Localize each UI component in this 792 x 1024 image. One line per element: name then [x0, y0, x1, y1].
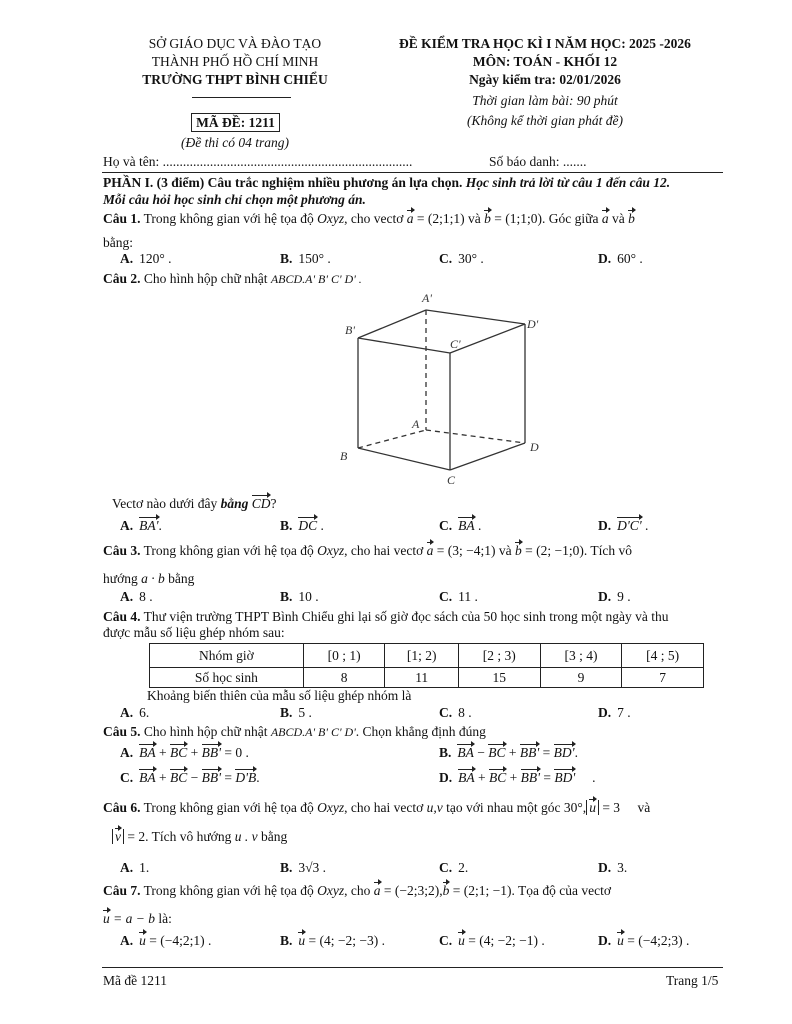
q6-option-c-letter: C. — [439, 860, 453, 875]
edge-BpAp — [358, 310, 426, 338]
q3-text5: hướng — [103, 571, 138, 586]
q2-shape: ABCD.A' B' C' D' . — [270, 272, 362, 286]
exam-title: ĐỀ KIỂM TRA HỌC KÌ I NĂM HỌC: 2025 -2026 — [399, 36, 691, 51]
q7-option-d[interactable] — [598, 933, 689, 949]
subject: MÔN: TOÁN - KHỐI 12 — [472, 54, 618, 69]
q1-option-b-letter: B. — [280, 251, 293, 266]
q7-option-c[interactable] — [439, 933, 545, 949]
q3-option-c-letter: C. — [439, 589, 453, 604]
q7-text — [103, 883, 611, 899]
label-A: A — [412, 417, 420, 431]
label-Ap: A' — [422, 291, 432, 305]
q3-option-d[interactable] — [598, 589, 631, 605]
q3-ab: a · b — [141, 571, 165, 586]
label-C: C — [447, 473, 456, 487]
q3-option-b[interactable] — [280, 589, 319, 605]
q6-option-c[interactable] — [439, 860, 468, 876]
q6-text4: và — [637, 800, 651, 815]
q5-a-t0: BA — [139, 745, 156, 760]
q5-c-rhs-vec: D'B — [235, 770, 257, 785]
q5-b-tail: . — [574, 745, 578, 760]
q5-shape: ABCD.A' B' C' D' — [270, 725, 356, 739]
q6-oxyz: Oxyz — [317, 800, 345, 815]
table-cell: [2 ; 3) — [458, 644, 540, 668]
q3-text1: Trong không gian với hệ tọa độ — [143, 543, 314, 558]
q3-option-a[interactable] — [120, 589, 153, 605]
q1-option-a-text: 120° . — [139, 251, 172, 266]
q1-option-d-letter: D. — [598, 251, 612, 266]
q6-option-d-text: 3. — [617, 860, 628, 875]
q1-option-a-letter: A. — [120, 251, 134, 266]
footer-code: Mã đề 1211 — [103, 973, 167, 988]
part1-title — [103, 175, 670, 191]
q7-option-c-letter: C. — [439, 933, 453, 948]
q5-option-d[interactable] — [439, 770, 596, 786]
q2-text1: Cho hình hộp chữ nhật — [143, 271, 268, 286]
q5-b-t3: + — [508, 745, 517, 760]
q4-option-b-text: 5 . — [298, 705, 312, 720]
q5-text1: Cho hình hộp chữ nhật — [143, 724, 268, 739]
q7-option-a[interactable] — [120, 933, 211, 949]
part1-subtitle: Mỗi câu hỏi học sinh chỉ chọn một phương án. — [103, 192, 366, 207]
q2-option-a-letter: A. — [120, 518, 134, 533]
q1-text2: , cho vectơ — [344, 211, 404, 226]
q2-option-a-vec: BA' — [139, 518, 159, 533]
q5-option-b[interactable] — [439, 745, 578, 761]
dept-name: SỞ GIÁO DỤC VÀ ĐÀO TẠO — [148, 36, 322, 51]
q7-option-a-u: u — [139, 933, 146, 948]
q6-option-b[interactable] — [280, 860, 326, 876]
q1-option-d[interactable] — [598, 251, 643, 267]
q2-option-d-vec: D'C' — [617, 518, 642, 533]
school-name: TRƯỜNG THPT BÌNH CHIỂU — [142, 72, 328, 87]
q6-v: v — [115, 829, 121, 844]
duration-note: (Không kể thời gian phát đề) — [466, 113, 624, 128]
q1-text6: bằng: — [103, 235, 133, 250]
q5-b-t0: BA — [457, 745, 474, 760]
q5-d-t3: + — [509, 770, 518, 785]
q3-text — [103, 543, 632, 559]
q7-text-line2 — [103, 911, 172, 927]
q3-b-val: = (2; −1;0) — [525, 543, 584, 558]
q7-option-a-letter: A. — [120, 933, 134, 948]
q6-text5: . Tích vô hướng — [145, 829, 232, 844]
frequency-table — [149, 643, 704, 688]
q5-option-d-letter: D. — [439, 770, 453, 785]
table-cell: 9 — [540, 668, 622, 688]
q3-text4: . Tích vô — [583, 543, 632, 558]
q5-c-t2: BC — [170, 770, 188, 785]
q6-option-d-letter: D. — [598, 860, 612, 875]
q1-vec-b: b — [484, 211, 491, 226]
q3-option-d-text: 9 . — [617, 589, 631, 604]
q5-d-t2: BC — [489, 770, 507, 785]
q5-option-c-letter: C. — [120, 770, 134, 785]
q7-option-d-letter: D. — [598, 933, 612, 948]
q5-option-a-letter: A. — [120, 745, 134, 760]
q4-label: Câu 4. — [103, 609, 141, 624]
q4-text — [103, 609, 669, 625]
name-divider — [102, 172, 723, 173]
q1-text3: và — [468, 211, 481, 226]
q1-oxyz: Oxyz — [317, 211, 345, 226]
q1-b-val: = (1;1;0) — [494, 211, 543, 226]
q4-option-d-text: 7 . — [617, 705, 631, 720]
q7-a-val: = (−2;3;2), — [383, 883, 443, 898]
q4-question: Khoảng biến thiên của mẫu số liệu ghép nhóm là — [147, 688, 412, 703]
table-cell: 15 — [458, 668, 540, 688]
q4-option-a-letter: A. — [120, 705, 134, 720]
q2-label: Câu 2. — [103, 271, 141, 286]
q6-option-d[interactable] — [598, 860, 627, 876]
q6-u-norm: = 3 — [602, 800, 621, 815]
q5-a-t1: + — [159, 745, 167, 760]
q3-vec-a: a — [426, 543, 434, 558]
part1-title-italic: Học sinh trả lời từ câu 1 đến câu 12. — [465, 175, 671, 190]
id-field: Số báo danh: ....... — [489, 154, 587, 169]
q4-option-a-text: 6. — [139, 705, 150, 720]
q3-option-d-letter: D. — [598, 589, 612, 604]
edge-CD — [450, 443, 525, 470]
q1-option-c[interactable] — [439, 251, 484, 267]
q6-text — [103, 800, 650, 816]
edge-BA-hidden — [358, 430, 426, 448]
pages-note: (Đề thi có 04 trang) — [181, 135, 289, 150]
q4-option-b[interactable] — [280, 705, 312, 721]
q3-option-a-letter: A. — [120, 589, 134, 604]
q2-option-a-tail: . — [158, 518, 162, 533]
q1-text5: và — [611, 211, 625, 226]
q2-text — [103, 271, 362, 287]
q7-text5: là: — [158, 911, 172, 926]
q5-c-t0: BA — [139, 770, 156, 785]
q5-b-t2: BC — [488, 745, 506, 760]
q5-option-a[interactable] — [120, 745, 249, 761]
table-cell: [1; 2) — [385, 644, 459, 668]
q2-option-c-vec: BA — [458, 518, 475, 533]
q4-text2: được mẫu số liệu ghép nhóm sau: — [103, 625, 285, 640]
q5-a-t3: + — [190, 745, 199, 760]
q4-text1: Thư viện trường THPT Bình Chiểu ghi lại số giờ đọc sách của 50 học sinh trong một ngày và thu — [143, 609, 669, 624]
q4-option-a[interactable] — [120, 705, 149, 721]
q5-d-t4: BB' — [520, 770, 541, 785]
q5-d-t1: + — [478, 770, 486, 785]
q1-option-b-text: 150° . — [298, 251, 331, 266]
q7-option-b-text: = (4; −2; −3) . — [308, 933, 385, 948]
q5-option-c[interactable] — [120, 770, 260, 786]
q1-option-c-text: 30° . — [458, 251, 484, 266]
q4-option-b-letter: B. — [280, 705, 293, 720]
q2-option-c-letter: C. — [439, 518, 453, 533]
q5-c-t1: + — [159, 770, 167, 785]
q7-option-b-u: u — [298, 933, 306, 948]
q3-option-b-letter: B. — [280, 589, 293, 604]
header-divider — [192, 97, 291, 98]
q2-qmark: ? — [270, 496, 277, 511]
name-field: Họ và tên: .......................................................................... — [103, 154, 413, 169]
q6-option-a-text: 1. — [139, 860, 150, 875]
q7-option-d-u: u — [617, 933, 624, 948]
label-D: D — [530, 440, 539, 454]
q5-c-tail: . — [256, 770, 260, 785]
q2-option-d-letter: D. — [598, 518, 612, 533]
q5-a-t4: BB' — [201, 745, 222, 760]
q4-option-d[interactable] — [598, 705, 631, 721]
label-Bp: B' — [345, 323, 355, 337]
q2-question — [112, 496, 276, 512]
q7-option-b-letter: B. — [280, 933, 293, 948]
q2-option-c-tail: . — [474, 518, 482, 533]
footer-divider — [102, 967, 723, 968]
q7-option-d-text: = (−4;2;3) . — [627, 933, 690, 948]
exam-date: Ngày kiểm tra: 02/01/2026 — [469, 72, 621, 87]
q7-option-c-text: = (4; −2; −1) . — [468, 933, 545, 948]
q1-label: Câu 1. — [103, 211, 141, 226]
q5-d-rhs-vec: BD' — [554, 770, 576, 785]
q5-c-t4: BB' — [201, 770, 222, 785]
q2-option-b[interactable] — [280, 518, 324, 534]
q6-angle: 30°, — [563, 800, 587, 815]
q5-b-rhs-vec: BD' — [553, 745, 575, 760]
label-Dp: D' — [527, 317, 539, 331]
q5-text — [103, 724, 486, 740]
q1-option-c-letter: C. — [439, 251, 453, 266]
q1-text — [103, 211, 635, 227]
q7-vec-a: a — [373, 883, 381, 898]
edge-CpDp — [450, 324, 525, 353]
q7-option-b[interactable] — [280, 933, 385, 949]
q5-a-rhs: = 0 . — [224, 745, 249, 760]
q5-a-t2: BC — [170, 745, 188, 760]
edge-ApDp — [426, 310, 525, 324]
q6-text1: Trong không gian với hệ tọa độ — [143, 800, 314, 815]
q3-text2: , cho hai vectơ — [344, 543, 424, 558]
q3-vec-b: b — [515, 543, 522, 558]
q6-uv: u,v — [426, 800, 443, 815]
table-cell: [0 ; 1) — [303, 644, 385, 668]
q6-option-a-letter: A. — [120, 860, 134, 875]
q1-vec-a2: a — [601, 211, 609, 226]
q5-c-rhs: = — [224, 770, 236, 785]
table-cell: [4 ; 5) — [622, 644, 704, 668]
q6-u-abs — [586, 800, 599, 815]
q7-option-c-u: u — [458, 933, 465, 948]
q4-option-c-text: 8 . — [458, 705, 472, 720]
footer-page: Trang 1/5 — [666, 973, 719, 988]
q3-option-a-text: 8 . — [139, 589, 153, 604]
q7-text1: Trong không gian với hệ tọa độ — [143, 883, 314, 898]
q5-b-t4: BB' — [519, 745, 540, 760]
q2-vec-cd: CD — [251, 496, 271, 511]
q2-option-a[interactable] — [120, 518, 162, 534]
q6-option-b-text: 3√3 . — [298, 860, 327, 875]
q7-text4: = a − b — [113, 911, 155, 926]
exam-code: MÃ ĐỀ: 1211 — [191, 113, 280, 132]
table-cell: 7 — [622, 668, 704, 688]
part1-title-bold: PHẦN I. (3 điểm) Câu trắc nghiệm nhiều phương án lựa chọn. — [103, 175, 463, 190]
q7-vec-b: b — [442, 883, 450, 898]
q6-uv-dot: u . v — [234, 829, 258, 844]
table-cell: 8 — [303, 668, 385, 688]
q1-vec-a: a — [406, 211, 414, 226]
label-B: B — [340, 449, 348, 463]
table-row — [150, 668, 704, 688]
city-name: THÀNH PHỐ HỒ CHÍ MINH — [151, 54, 319, 69]
q7-oxyz: Oxyz — [317, 883, 345, 898]
q6-v-abs — [112, 829, 124, 844]
edge-BC — [358, 448, 450, 470]
q3-text6: bằng — [168, 571, 195, 586]
table-cell: [3 ; 4) — [540, 644, 622, 668]
q2-option-d-tail: . — [641, 518, 649, 533]
q1-text4: . Góc giữa — [542, 211, 599, 226]
q4-option-d-letter: D. — [598, 705, 612, 720]
label-Cp: C' — [450, 337, 461, 351]
q5-d-rhs: = — [543, 770, 555, 785]
q4-option-c[interactable] — [439, 705, 472, 721]
q6-label: Câu 6. — [103, 800, 141, 815]
q7-label: Câu 7. — [103, 883, 141, 898]
q2-option-b-tail: . — [317, 518, 324, 533]
q5-label: Câu 5. — [103, 724, 141, 739]
q4-option-c-letter: C. — [439, 705, 453, 720]
q3-option-c[interactable] — [439, 589, 478, 605]
q6-option-a[interactable] — [120, 860, 149, 876]
q5-b-rhs: = — [542, 745, 554, 760]
q6-option-b-letter: B. — [280, 860, 293, 875]
q3-label: Câu 3. — [103, 543, 141, 558]
q5-d-t0: BA — [458, 770, 475, 785]
q7-text2: , cho — [344, 883, 371, 898]
q1-option-b[interactable] — [280, 251, 331, 267]
q1-vec-b2: b — [628, 211, 635, 226]
edge-AD-hidden — [426, 430, 525, 443]
q5-d-tail: . — [575, 770, 596, 785]
q3-oxyz: Oxyz — [317, 543, 345, 558]
table-cell: Nhóm giờ — [150, 644, 304, 668]
table-row — [150, 644, 704, 668]
q1-option-d-text: 60° . — [617, 251, 643, 266]
q7-b-val: = (2;1; −1) — [452, 883, 512, 898]
table-cell: Số học sinh — [150, 668, 304, 688]
q3-option-c-text: 11 . — [458, 589, 478, 604]
q3-option-b-text: 10 . — [298, 589, 319, 604]
q2-option-b-letter: B. — [280, 518, 293, 533]
q7-vec-u: u — [103, 911, 110, 926]
q1-text1: Trong không gian với hệ tọa độ — [143, 211, 314, 226]
q6-text2: , cho hai vectơ — [344, 800, 424, 815]
q2-option-b-vec: DC — [298, 518, 318, 533]
q6-option-c-text: 2. — [458, 860, 469, 875]
q6-text6: bằng — [260, 829, 288, 844]
q2-option-c[interactable] — [439, 518, 481, 534]
q3-a-val: = (3; −4;1) — [436, 543, 496, 558]
q6-text-line2 — [112, 829, 287, 845]
q5-option-b-letter: B. — [439, 745, 452, 760]
q5-b-t1: − — [477, 745, 485, 760]
q6-v-norm: = 2 — [127, 829, 146, 844]
q2-question-text: Vectơ nào dưới đây — [112, 496, 218, 511]
q7-text3: . Tọa độ của vectơ — [511, 883, 611, 898]
q5-text2: . Chọn khẳng định đúng — [355, 724, 486, 739]
q2-bang: bằng — [220, 496, 249, 511]
duration: Thời gian làm bài: 90 phút — [472, 93, 618, 108]
q1-option-a[interactable] — [120, 251, 172, 267]
cuboid-figure — [330, 288, 550, 488]
q6-text3: tạo với nhau một góc — [446, 800, 561, 815]
q7-option-a-text: = (−4;2;1) . — [149, 933, 212, 948]
q2-option-d[interactable] — [598, 518, 648, 534]
table-cell: 11 — [385, 668, 459, 688]
q6-u: u — [589, 800, 596, 815]
q3-text3: và — [498, 543, 512, 558]
edge-BpCp — [358, 338, 450, 353]
q1-a-val: = (2;1;1) — [416, 211, 465, 226]
q3-text-line2 — [103, 571, 194, 587]
q5-c-t3: − — [190, 770, 199, 785]
